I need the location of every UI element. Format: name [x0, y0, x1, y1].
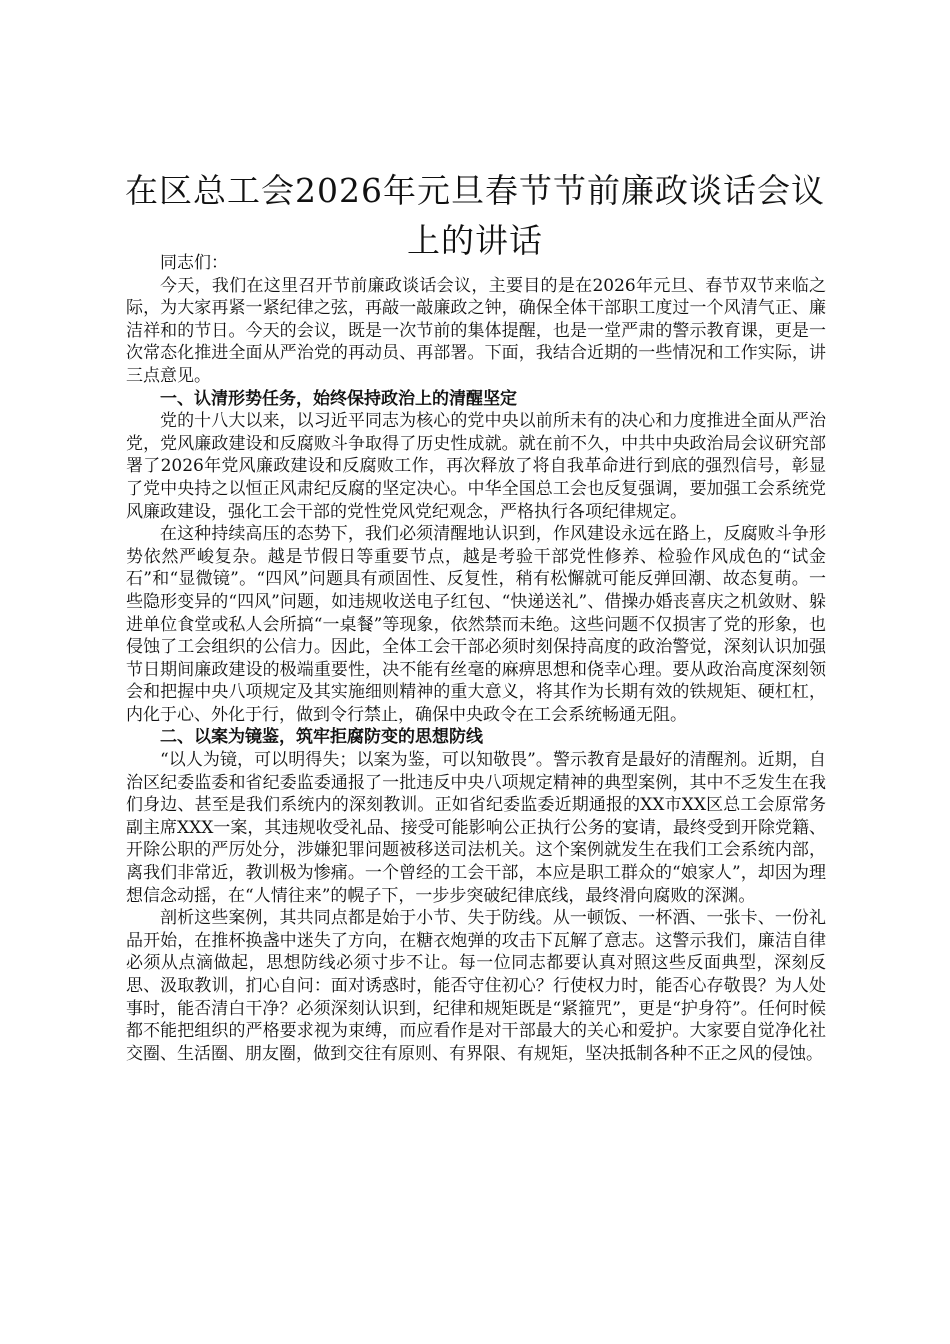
salutation: 同志们：	[160, 253, 228, 273]
section-paragraph: 在这种持续高压的态势下，我们必须清醒地认识到，作风建设永远在路上，反腐败斗争形势依然严峻复杂。越是节假日等重要节点，越是考验干部党性修养、检验作风成色的“试金石”和“显微镜”。“四风”问题具有顽固性、反复性，稍有松懈就可能反弹回潮、故态复萌。一些隐形变异的“四风”问题，如违规收送电子红包、“快递送礼”、借操办婚丧喜庆之机敛财、躲进单位食堂或私人会所搞“一桌餐”等现象，依然禁而未绝。这些问题不仅损害了党的形象，也侵蚀了工会组织的公信力。因此，全体工会干部必须时刻保持高度的政治警觉，深刻认识加强节日期间廉政建设的极端重要性，决不能有丝毫的麻痹思想和侥幸心理。要从政治高度深刻领会和把握中央八项规定及其实施细则精神的重大意义，将其作为长期有效的铁规矩、硬杠杠，内化于心、外化于行，做到令行禁止，确保中央政令在工会系统畅通无阻。	[126, 524, 826, 725]
section-heading: 一、认清形势任务，始终保持政治上的清醒坚定	[160, 388, 517, 409]
section-paragraph: 剖析这些案例，其共同点都是始于小节、失于防线。从一顿饭、一杯酒、一张卡、一份礼品开始，在推杯换盏中迷失了方向，在糖衣炮弹的攻击下瓦解了意志。这警示我们，廉洁自律必须从点滴做起，思想防线必须寸步不让。每一位同志都要认真对照这些反面典型，深刻反思、汲取教训，扪心自问：面对诱惑时，能否守住初心？行使权力时，能否心存敬畏？为人处事时，能否清白干净？必须深刻认识到，纪律和规矩既是“紧箍咒”，更是“护身符”。任何时候都不能把组织的严格要求视为束缚，而应看作是对干部最大的关心和爱护。大家要自觉净化社交圈、生活圈、朋友圈，做到交往有原则、有界限、有规矩，坚决抵制各种不正之风的侵蚀。	[126, 908, 826, 1064]
section-paragraph: 党的十八大以来，以习近平同志为核心的党中央以前所未有的决心和力度推进全面从严治党，党风廉政建设和反腐败斗争取得了历史性成就。就在前不久，中共中央政治局会议研究部署了2026年党风廉政建设和反腐败工作，再次释放了将自我革命进行到底的强烈信号，彰显了党中央持之以恒正风肃纪反腐的坚定决心。中华全国总工会也反复强调，要加强工会系统党风廉政建设，强化工会干部的党性党风党纪观念，严格执行各项纪律规定。	[126, 411, 826, 522]
intro-paragraph: 今天，我们在这里召开节前廉政谈话会议，主要目的是在2026年元旦、春节双节来临之际，为大家再紧一紧纪律之弦，再敲一敲廉政之钟，确保全体干部职工度过一个风清气正、廉洁祥和的节日。今天的会议，既是一次节前的集体提醒，也是一堂严肃的警示教育课，更是一次常态化推进全面从严治党的再动员、再部署。下面，我结合近期的一些情况和工作实际，讲三点意见。	[126, 275, 826, 386]
section-paragraph: “以人为镜，可以明得失；以案为鉴，可以知敬畏”。警示教育是最好的清醒剂。近期，自治区纪委监委和省纪委监委通报了一批违反中央八项规定精神的典型案例，其中不乏发生在我们身边、甚至是我们系统内的深刻教训。正如省纪委监委近期通报的XX市XX区总工会原常务副主席XXX一案，其违规收受礼品、接受可能影响公正执行公务的宴请，最终受到开除党籍、开除公职的严厉处分，涉嫌犯罪问题被移送司法机关。这个案例就发生在我们工会系统内部，离我们非常近，教训极为惨痛。一个曾经的工会干部，本应是职工群众的“娘家人”，却因为理想信念动摇，在“人情往来”的幌子下，一步步突破纪律底线，最终滑向腐败的深渊。	[126, 750, 826, 906]
document-body	[126, 252, 826, 1065]
section-heading: 二、以案为镜鉴，筑牢拒腐防变的思想防线	[160, 727, 483, 748]
document-title: 在区总工会2026年元旦春节节前廉政谈话会议上的讲话	[125, 171, 825, 260]
